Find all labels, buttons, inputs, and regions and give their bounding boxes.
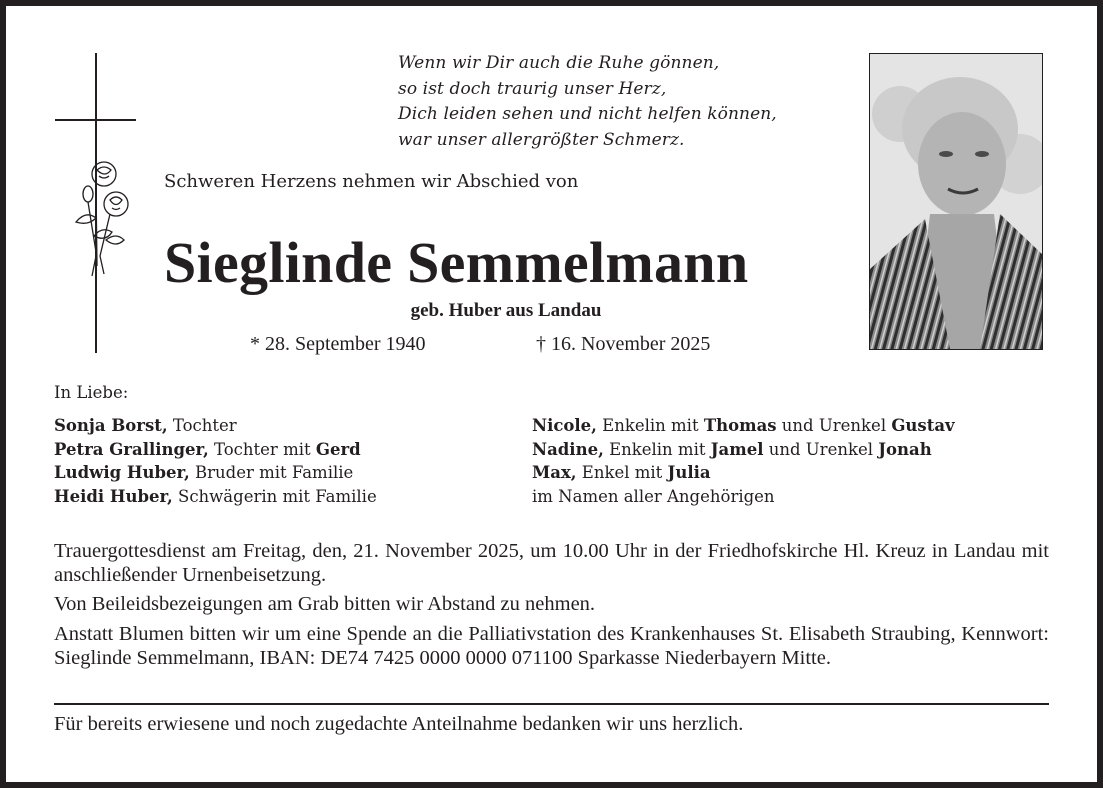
intro-text: Schweren Herzens nehmen wir Abschied von <box>164 171 579 192</box>
poem-line: Dich leiden sehen und nicht helfen können, <box>398 104 777 124</box>
mourner-entry: Ludwig Huber, Bruder mit Familie <box>54 463 354 482</box>
donation-text: Anstatt Blumen bitten wir um eine Spende an die Palliativstation des Krankenhauses St. Elisabeth Straubing, Kennwort: Sieglinde Semmelmann, IBAN: DE74 7425 0000 0000 071100 Sparkasse Niederbayern Mitte. <box>54 623 1049 669</box>
maiden-name-origin: geb. Huber aus Landau <box>410 300 602 321</box>
mourner-entry: Sonja Borst, Tochter <box>54 416 237 435</box>
poem-line: war unser allergrößter Schmerz. <box>398 129 685 150</box>
portrait-photo <box>869 53 1043 350</box>
condolences-text: Von Beileidsbezeigungen am Grab bitten wir Abstand zu nehmen. <box>54 593 596 615</box>
thanks-text: Für bereits erwiesene und noch zugedachte Anteilnahme bedanken wir uns herzlich. <box>54 713 744 735</box>
mourners-left-column <box>54 414 377 508</box>
mourner-entry: Petra Grallinger, Tochter mit Gerd <box>54 439 361 459</box>
poem-line: Wenn wir Dir auch die Ruhe gönnen, <box>398 53 720 73</box>
mourners-right-column <box>532 414 955 508</box>
deceased-name: Sieglinde Semmelmann <box>164 230 749 295</box>
mourner-entry: Max, Enkel mit Julia <box>532 463 711 482</box>
mourner-entry: Nicole, Enkelin mit Thomas und Urenkel Gustav <box>532 416 955 435</box>
mourner-entry: im Namen aller Angehörigen <box>532 486 775 506</box>
mourner-entry: Heidi Huber, Schwägerin mit Familie <box>54 486 377 506</box>
death-date: † 16. November 2025 <box>536 333 711 355</box>
birth-date: * 28. September 1940 <box>250 333 426 355</box>
poem <box>398 51 777 153</box>
mourner-entry: Nadine, Enkelin mit Jamel und Urenkel Jonah <box>532 439 932 459</box>
divider <box>54 703 1049 705</box>
mourners-label: In Liebe: <box>54 383 129 402</box>
roses-icon <box>66 156 136 296</box>
obituary-notice <box>6 6 1097 782</box>
poem-line: so ist doch traurig unser Herz, <box>398 78 667 99</box>
funeral-service-text: Trauergottesdienst am Freitag, den, 21. November 2025, um 10.00 Uhr in der Friedhofskirche Hl. Kreuz in Landau mit anschließender Urnenbeisetzung. <box>54 540 1049 586</box>
cross-icon-horizontal <box>55 119 136 121</box>
